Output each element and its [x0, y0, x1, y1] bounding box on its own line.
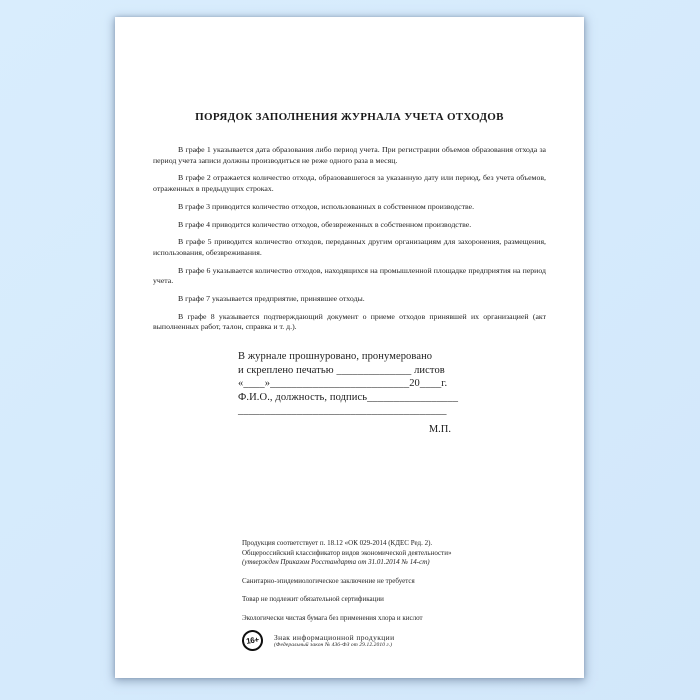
paragraph-grafa-4: В графе 4 приводится количество отходов, обезвреженных в собственном производстве. [178, 219, 472, 229]
paragraph-grafa-2: В графе 2 отражается количество отхода, образовавшегося за указанную дату или период, без учета объемов, отраженных в предыдущих строках. [153, 173, 546, 194]
document-body [153, 145, 546, 333]
compliance-line-3: (утвержден Приказом Росстандарта от 31.01.2014 № 14-ст) [242, 558, 430, 566]
certification-note: Товар не подлежит обязательной сертификации [242, 595, 384, 603]
compliance-line-1: Продукция соответствует п. 18.12 «ОК 029-2014 (КДЕС Ред. 2). [242, 539, 433, 547]
compliance-line-2: Общероссийский классификатор видов экономической деятельности» [242, 548, 452, 557]
publisher-info-block [242, 539, 492, 651]
paragraph-grafa-1: В графе 1 указывается дата образования либо период учета. При регистрации объемов образования отхода за период учета записи должны производиться не реже одного раза в месяц. [153, 145, 546, 165]
stitch-line-1: В журнале прошнуровано, пронумеровано [238, 351, 433, 362]
sanitary-note: Санитарно-эпидемиологическое заключение не требуется [242, 576, 415, 585]
stamp-place-label: М.П. [428, 423, 451, 435]
document-page [115, 17, 584, 678]
paragraph-grafa-5: В графе 5 приводится количество отходов, переданных другим организациям для захоронения, размещения, использования, обезвреживания. [153, 237, 546, 257]
stitch-certification-block [238, 350, 459, 436]
paragraph-grafa-6: В графе 6 указывается количество отходов, находящихся на промышленной площадке предприятия на период учета. [153, 265, 546, 286]
stitch-line-3-date-blank: «____»__________________________20____г. [238, 378, 448, 389]
paragraph-grafa-3: В графе 3 приводится количество отходов, использованных в собственном производстве. [178, 201, 475, 211]
document-title: ПОРЯДОК ЗАПОЛНЕНИЯ ЖУРНАЛА УЧЕТА ОТХОДОВ [195, 111, 504, 123]
eco-paper-note: Экологически чистая бумага без применения хлора и кислот [242, 613, 423, 622]
stitch-line-2-sheets-blank: и скреплено печатью ______________ листов [238, 364, 445, 376]
signature-line: _______________________________________ [238, 405, 447, 416]
info-product-sign-row [242, 630, 492, 651]
age-rating-16-icon: 16+ [241, 629, 265, 653]
info-sign-labels [274, 633, 395, 649]
compliance-note [242, 539, 492, 568]
paragraph-grafa-8: В графе 8 указывается подтверждающий документ о приеме отходов принявшей их организацией (акт выполненных работ, талон, справка и т. д.). [153, 311, 546, 332]
info-sign-label: Знак информационной продукции [274, 632, 395, 642]
stitch-line-4-name-position-signature-blank: Ф.И.О., должность, подпись_________________ [238, 391, 459, 403]
info-sign-law-label: (Федеральный закон № 436-ФЗ от 29.12.2010 г.) [274, 641, 393, 648]
paragraph-grafa-7: В графе 7 указывается предприятие, принявшее отходы. [178, 294, 365, 304]
